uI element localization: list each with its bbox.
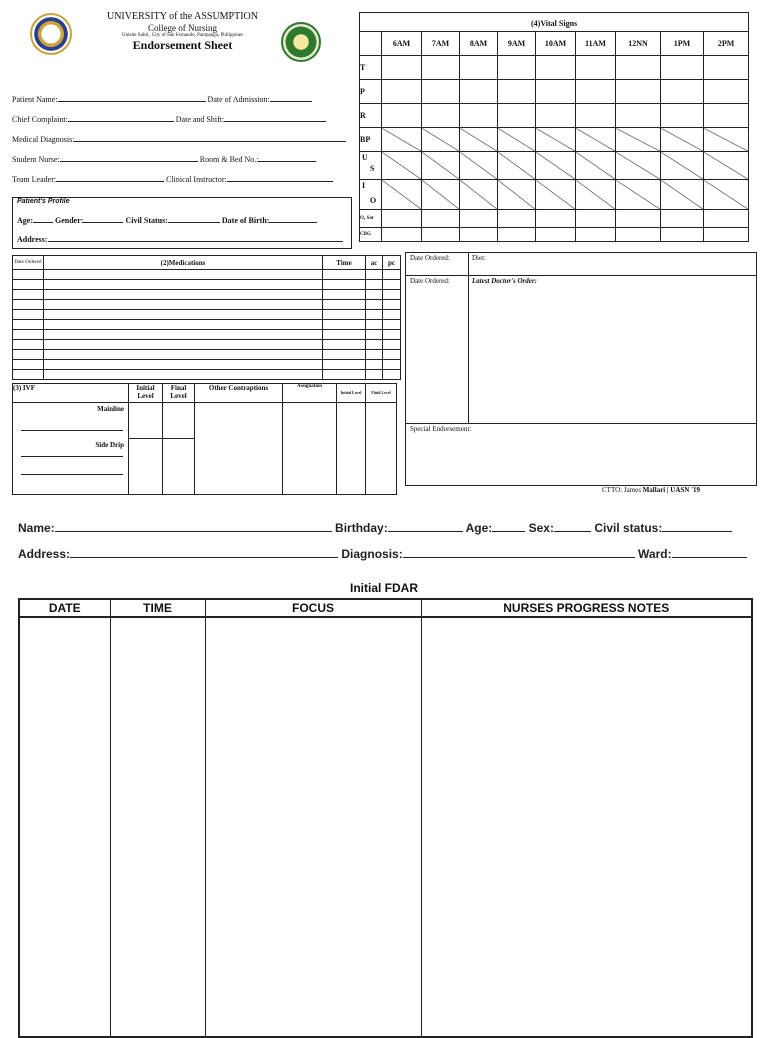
medication-row[interactable] xyxy=(13,320,401,330)
medical-diagnosis-label: Medical Diagnosis: xyxy=(12,135,75,144)
medication-cell[interactable] xyxy=(13,320,44,330)
patient-name-label: Patient Name: xyxy=(12,95,58,104)
orders-date-ordered-label: Date Ordered: xyxy=(410,277,450,285)
credit-name: Mallari | UASN '19 xyxy=(642,486,701,494)
vitals-row xyxy=(360,128,749,152)
medication-cell[interactable] xyxy=(366,290,383,300)
fdar-diagnosis-label: Diagnosis: xyxy=(341,547,403,561)
room-bed-field[interactable] xyxy=(258,161,316,162)
profile-title: Patient's Profile xyxy=(17,198,70,205)
college-name: College of Nursing xyxy=(148,22,217,33)
med-pc-header: pc xyxy=(383,256,401,270)
patient-name-field[interactable] xyxy=(58,101,206,102)
medication-cell[interactable] xyxy=(13,270,44,280)
profile-civil-status-label: Civil Status: xyxy=(125,216,168,225)
vitals-split-cell[interactable] xyxy=(661,180,704,210)
medication-cell[interactable] xyxy=(383,280,401,290)
vitals-split-cell[interactable] xyxy=(661,128,704,152)
medication-row[interactable] xyxy=(13,280,401,290)
medication-cell[interactable] xyxy=(366,360,383,370)
medication-cell[interactable] xyxy=(13,310,44,320)
vitals-row-label: P xyxy=(360,80,382,104)
vitals-split-cell[interactable] xyxy=(536,180,576,210)
medication-cell[interactable] xyxy=(44,270,323,280)
fdar-table xyxy=(18,598,753,1038)
vitals-row-label: BP xyxy=(360,128,382,152)
medication-cell[interactable] xyxy=(44,320,323,330)
profile-age-field[interactable] xyxy=(33,222,53,223)
medication-row[interactable] xyxy=(13,330,401,340)
room-bed-label: Room & Bed No.: xyxy=(199,155,259,164)
medication-cell[interactable] xyxy=(44,350,323,360)
medication-cell[interactable] xyxy=(383,310,401,320)
university-address: Unisite Subd., City of San Fernando, Pampanga, Philippines xyxy=(122,32,243,38)
medical-diagnosis-field[interactable] xyxy=(74,141,346,142)
vitals-time-header: 7AM xyxy=(422,32,460,56)
vitals-split-cell[interactable] xyxy=(382,180,422,210)
vitals-split-cell[interactable] xyxy=(616,180,661,210)
profile-gender-label: Gender: xyxy=(55,216,84,225)
chief-complaint-field[interactable] xyxy=(68,121,174,122)
medication-cell[interactable] xyxy=(323,350,366,360)
fdar-sex-label: Sex: xyxy=(528,521,554,535)
admission-date-label: Date of Admission: xyxy=(207,95,270,104)
vitals-split-cell[interactable] xyxy=(382,152,422,180)
vitals-row xyxy=(360,228,749,242)
medication-cell[interactable] xyxy=(44,290,323,300)
ivf-side-drip-field[interactable] xyxy=(21,474,123,475)
fdar-notes-header: NURSES PROGRESS NOTES xyxy=(421,599,752,617)
latest-orders-label: Latest Doctor's Order: xyxy=(472,277,537,285)
medication-cell[interactable] xyxy=(323,310,366,320)
medication-cell[interactable] xyxy=(383,290,401,300)
fdar-time-header: TIME xyxy=(110,599,205,617)
medication-cell[interactable] xyxy=(366,330,383,340)
fdar-date-header: DATE xyxy=(19,599,110,617)
medication-cell[interactable] xyxy=(44,280,323,290)
vitals-row-label: I xyxy=(362,181,366,190)
medication-cell[interactable] xyxy=(323,360,366,370)
ivf-table xyxy=(12,383,397,495)
diet-label: Diet: xyxy=(472,254,486,262)
fdar-birthday-label: Birthday: xyxy=(335,521,388,535)
vitals-time-header: 2PM xyxy=(704,32,749,56)
fdar-address-label: Address: xyxy=(18,547,71,561)
ivf-side-drip-label: Side Drip xyxy=(95,440,124,449)
admission-date-field[interactable] xyxy=(270,101,312,102)
medication-cell[interactable] xyxy=(383,300,401,310)
vitals-row-label: T xyxy=(360,56,382,80)
clinical-instructor-field[interactable] xyxy=(227,181,333,182)
university-seal-logo xyxy=(30,13,72,55)
vitals-row xyxy=(360,180,749,210)
vitals-split-cell[interactable] xyxy=(536,152,576,180)
medication-cell[interactable] xyxy=(323,280,366,290)
university-name: UNIVERSITY of the ASSUMPTION xyxy=(106,11,259,22)
fdar-focus-cell[interactable] xyxy=(205,617,421,1037)
medication-row[interactable] xyxy=(13,290,401,300)
medication-row[interactable] xyxy=(13,370,401,380)
profile-civil-status-field[interactable] xyxy=(168,222,220,223)
fdar-name-label: Name: xyxy=(18,521,55,535)
fdar-birthday-field[interactable] xyxy=(388,531,463,532)
vitals-split-cell[interactable] xyxy=(576,128,616,152)
fdar-civil-status-label: Civil status: xyxy=(594,521,663,535)
ivf-title: (3) IVF xyxy=(13,384,129,403)
vitals-row xyxy=(360,152,749,180)
medication-cell[interactable] xyxy=(13,370,44,380)
ivf-other-contraptions-header: Other Contraptions xyxy=(195,384,283,403)
clinical-instructor-label: Clinical Instructor: xyxy=(166,175,227,184)
ivf-initial-level-small-header: Initial Level xyxy=(337,384,366,403)
vitals-time-header: 8AM xyxy=(460,32,498,56)
medication-cell[interactable] xyxy=(44,370,323,380)
vitals-row-label: CBG xyxy=(360,228,382,242)
medication-cell[interactable] xyxy=(323,300,366,310)
medication-cell[interactable] xyxy=(44,310,323,320)
medication-cell[interactable] xyxy=(323,330,366,340)
medication-cell[interactable] xyxy=(366,300,383,310)
medication-cell[interactable] xyxy=(44,330,323,340)
vitals-time-header: 9AM xyxy=(498,32,536,56)
ivf-initial-level-header: Initial Level xyxy=(129,384,163,403)
vitals-time-header: 1PM xyxy=(661,32,704,56)
medication-cell[interactable] xyxy=(13,360,44,370)
ivf-assignation-header: Assignation xyxy=(283,384,337,403)
med-date-ordered-header: Date Ordered xyxy=(13,256,44,270)
fdar-ward-field[interactable] xyxy=(672,557,747,558)
vitals-split-cell[interactable] xyxy=(422,180,460,210)
medication-cell[interactable] xyxy=(383,360,401,370)
medication-cell[interactable] xyxy=(383,270,401,280)
medication-row[interactable] xyxy=(13,270,401,280)
fdar-diagnosis-field[interactable] xyxy=(403,557,635,558)
fdar-title: Initial FDAR xyxy=(350,581,418,595)
medication-cell[interactable] xyxy=(383,370,401,380)
medications-title: (2)Medications xyxy=(44,256,323,270)
ivf-side-drip-field[interactable] xyxy=(21,456,123,457)
medication-row[interactable] xyxy=(13,300,401,310)
profile-dob-label: Date of Birth: xyxy=(221,216,270,225)
vitals-row-label: O xyxy=(370,196,377,205)
fdar-sex-field[interactable] xyxy=(554,531,591,532)
ivf-final-level-header: Final Level xyxy=(163,384,195,403)
ivf-mainline-field[interactable] xyxy=(21,430,123,431)
vitals-split-cell[interactable] xyxy=(422,152,460,180)
special-endorsement-label: Special Endorsement: xyxy=(410,425,472,433)
medication-cell[interactable] xyxy=(366,350,383,360)
vitals-row xyxy=(360,80,749,104)
fdar-date-cell[interactable] xyxy=(19,617,110,1037)
fdar-civil-status-field[interactable] xyxy=(662,531,732,532)
medication-cell[interactable] xyxy=(366,370,383,380)
vitals-time-header: 10AM xyxy=(536,32,576,56)
vitals-split-cell[interactable] xyxy=(460,152,498,180)
vitals-row-label: O₂ Sat xyxy=(360,210,382,228)
fdar-age-label: Age: xyxy=(465,521,493,535)
fdar-address-field[interactable] xyxy=(70,557,338,558)
med-ac-header: ac xyxy=(366,256,383,270)
vitals-split-cell[interactable] xyxy=(704,180,749,210)
vitals-split-cell[interactable] xyxy=(536,128,576,152)
vitals-split-cell[interactable] xyxy=(498,180,536,210)
medication-cell[interactable] xyxy=(13,350,44,360)
ivf-mainline-label: Mainline xyxy=(97,405,124,413)
medication-row[interactable] xyxy=(13,340,401,350)
medication-cell[interactable] xyxy=(366,320,383,330)
medication-cell[interactable] xyxy=(323,270,366,280)
vitals-split-cell[interactable] xyxy=(616,128,661,152)
medication-cell[interactable] xyxy=(323,370,366,380)
vitals-split-cell[interactable] xyxy=(616,152,661,180)
vitals-split-cell[interactable] xyxy=(460,180,498,210)
date-shift-field[interactable] xyxy=(224,121,326,122)
medication-cell[interactable] xyxy=(13,290,44,300)
medication-cell[interactable] xyxy=(383,320,401,330)
vitals-row-label: U xyxy=(362,153,368,162)
fdar-ward-label: Ward: xyxy=(638,547,672,561)
vitals-split-cell[interactable] xyxy=(498,152,536,180)
patient-profile-box xyxy=(12,197,352,249)
team-leader-label: Team Leader: xyxy=(12,175,57,184)
medication-row[interactable] xyxy=(13,360,401,370)
medication-cell[interactable] xyxy=(323,290,366,300)
profile-gender-field[interactable] xyxy=(83,222,123,223)
medication-cell[interactable] xyxy=(366,280,383,290)
vitals-row xyxy=(360,104,749,128)
medication-cell[interactable] xyxy=(44,360,323,370)
profile-address-field[interactable] xyxy=(48,241,343,242)
team-leader-field[interactable] xyxy=(56,181,164,182)
vitals-row-label: R xyxy=(360,104,382,128)
vitals-split-cell[interactable] xyxy=(661,152,704,180)
nursing-seal-logo xyxy=(281,22,321,62)
vitals-split-cell[interactable] xyxy=(460,128,498,152)
vitals-row-label: S xyxy=(370,164,375,173)
medication-cell[interactable] xyxy=(44,340,323,350)
credit-prefix: CTTO: James xyxy=(602,486,641,494)
fdar-age-field[interactable] xyxy=(492,531,525,532)
page-title: Endorsement Sheet xyxy=(132,37,233,52)
medication-cell[interactable] xyxy=(13,280,44,290)
medications-table xyxy=(12,255,401,380)
medication-cell[interactable] xyxy=(323,340,366,350)
profile-age-label: Age: xyxy=(17,216,33,225)
medication-cell[interactable] xyxy=(366,310,383,320)
vitals-time-header: 6AM xyxy=(382,32,422,56)
diet-date-ordered-label: Date Ordered: xyxy=(410,254,450,262)
medication-cell[interactable] xyxy=(13,340,44,350)
med-time-header: Time xyxy=(323,256,366,270)
ivf-fluid-level-header: Fluid Level xyxy=(366,384,397,403)
vitals-split-cell[interactable] xyxy=(576,152,616,180)
profile-address-label: Address: xyxy=(17,235,48,244)
date-shift-label: Date and Shift: xyxy=(175,115,225,124)
orders-box xyxy=(405,252,757,486)
vitals-time-header: 12NN xyxy=(616,32,661,56)
medication-cell[interactable] xyxy=(366,340,383,350)
medication-row[interactable] xyxy=(13,310,401,320)
vitals-split-cell[interactable] xyxy=(498,128,536,152)
medication-cell[interactable] xyxy=(13,330,44,340)
fdar-time-cell[interactable] xyxy=(110,617,205,1037)
medication-cell[interactable] xyxy=(366,270,383,280)
vitals-split-cell[interactable] xyxy=(422,128,460,152)
vitals-row xyxy=(360,56,749,80)
credit-line xyxy=(602,486,700,494)
student-nurse-label: Student Nurse: xyxy=(12,155,60,164)
vital-signs-table xyxy=(359,12,749,242)
vitals-split-cell[interactable] xyxy=(704,128,749,152)
vitals-split-cell[interactable] xyxy=(704,152,749,180)
vitals-row xyxy=(360,210,749,228)
medication-cell[interactable] xyxy=(383,340,401,350)
medication-cell[interactable] xyxy=(13,300,44,310)
chief-complaint-label: Chief Complaint: xyxy=(12,115,68,124)
vitals-split-cell[interactable] xyxy=(576,180,616,210)
medication-cell[interactable] xyxy=(44,300,323,310)
vitals-time-header: 11AM xyxy=(576,32,616,56)
fdar-name-field[interactable] xyxy=(55,531,332,532)
medication-cell[interactable] xyxy=(383,330,401,340)
fdar-notes-cell[interactable] xyxy=(421,617,752,1037)
medication-cell[interactable] xyxy=(323,320,366,330)
fdar-focus-header: FOCUS xyxy=(205,599,421,617)
profile-dob-field[interactable] xyxy=(269,222,317,223)
vital-signs-title: (4)Vital Signs xyxy=(530,19,578,28)
student-nurse-field[interactable] xyxy=(60,161,198,162)
medication-row[interactable] xyxy=(13,350,401,360)
medication-cell[interactable] xyxy=(383,350,401,360)
vitals-split-cell[interactable] xyxy=(382,128,422,152)
